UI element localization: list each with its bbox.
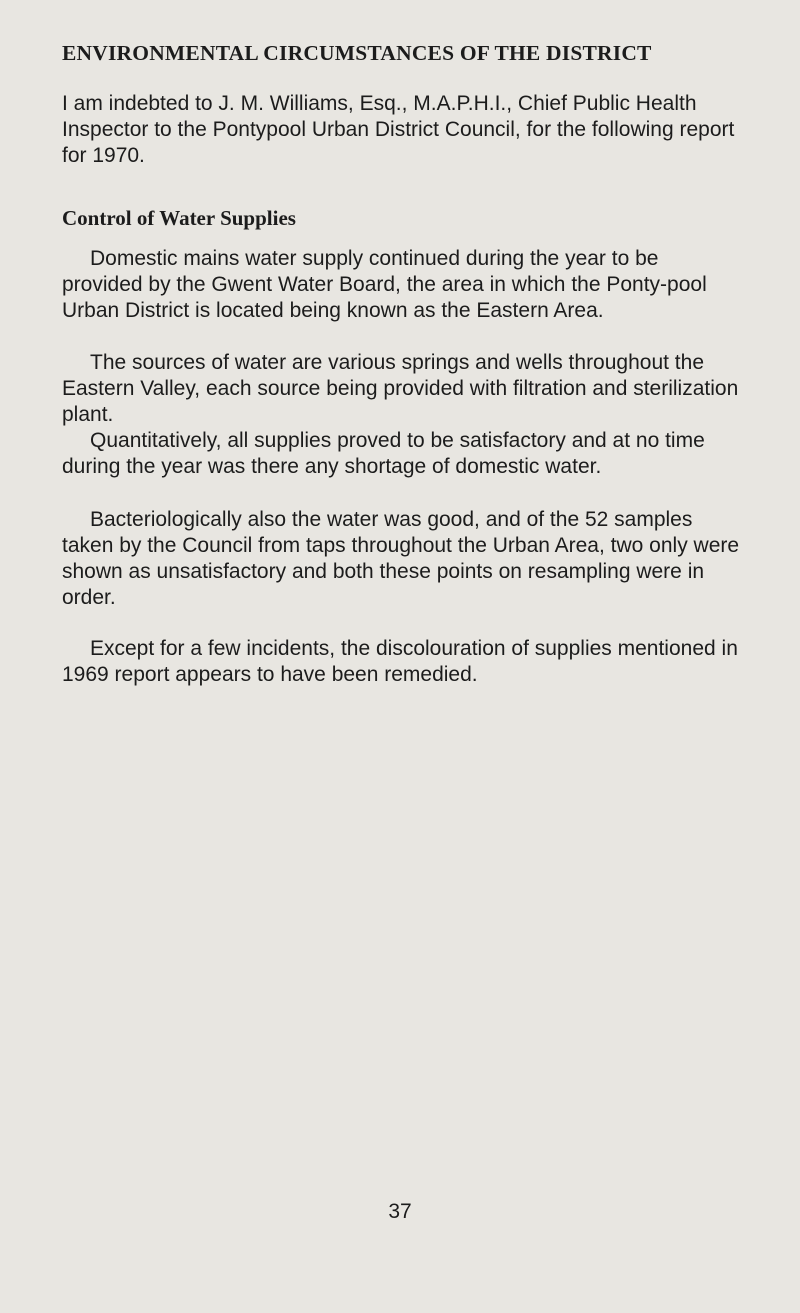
page-number: 37 bbox=[388, 1200, 412, 1223]
paragraph-water-sources: The sources of water are various springs and wells throughout the Eastern Valley, each source being provided with filtration and sterilization plant. bbox=[62, 351, 739, 426]
paragraph-quantity: Quantitatively, all supplies proved to be satisfactory and at no time during the year was there any shortage of domestic water. bbox=[62, 429, 705, 478]
paragraph-discolouration: Except for a few incidents, the discolouration of supplies mentioned in 1969 report appears to have been remedied. bbox=[62, 637, 738, 686]
page-heading: ENVIRONMENTAL CIRCUMSTANCES OF THE DISTRICT bbox=[62, 41, 652, 65]
paragraph-bacteriology: Bacteriologically also the water was good, and of the 52 samples taken by the Council from taps throughout the Urban Area, two only were shown as unsatisfactory and both these points on resampling were in order. bbox=[62, 508, 740, 609]
paragraph-mains-supply: Domestic mains water supply continued during the year to be provided by the Gwent Water Board, the area in which the Ponty-pool Urban District is located being known as the Eastern Area. bbox=[62, 247, 707, 322]
section-title: Control of Water Supplies bbox=[62, 206, 296, 230]
intro-paragraph: I am indebted to J. M. Williams, Esq., M.A.P.H.I., Chief Public Health Inspector to the Pontypool Urban District Council, for the following report for 1970. bbox=[62, 92, 735, 167]
